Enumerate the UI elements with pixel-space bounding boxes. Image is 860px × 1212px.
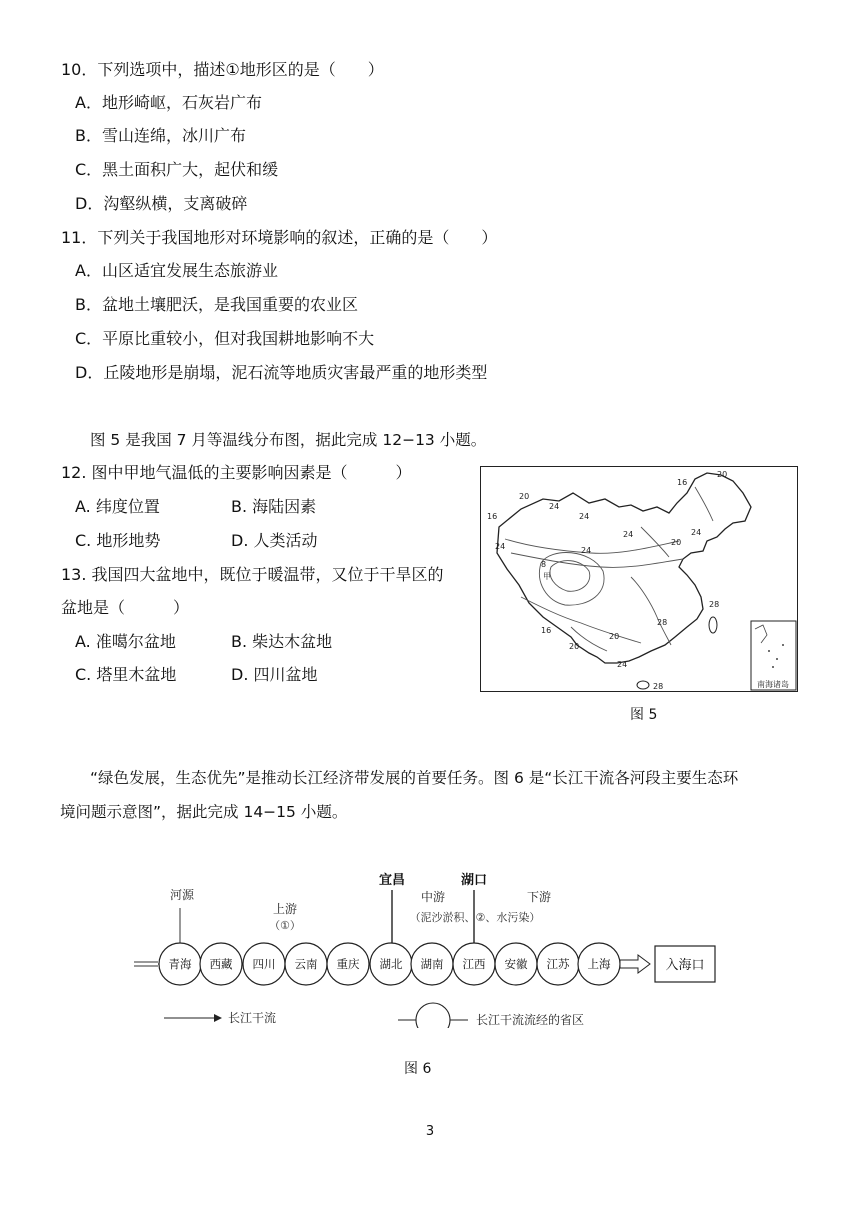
province-qinghai (159, 943, 201, 985)
midstream-note: （泥沙淤积、②、水污染） (409, 911, 541, 924)
svg-text:24: 24 (617, 660, 628, 669)
fig5-caption: 图 5 (630, 707, 658, 723)
q12-option-b: B. 海陆因素 (231, 497, 317, 516)
map-drawing (481, 467, 797, 691)
china-outline (497, 473, 751, 663)
estuary-label: 入海口 (665, 958, 705, 973)
svg-text:20: 20 (609, 632, 620, 641)
q12-option-d: D. 人类活动 (231, 531, 318, 550)
svg-text:江苏: 江苏 (546, 957, 570, 971)
q10-option-a: A．地形崎岖，石灰岩广布 (75, 93, 262, 112)
q13-option-c: C. 塔里木盆地 (75, 665, 177, 684)
svg-text:四川: 四川 (252, 957, 276, 971)
fig6-caption: 图 6 (404, 1061, 432, 1077)
svg-text:西藏: 西藏 (209, 957, 233, 971)
svg-text:8: 8 (541, 560, 547, 569)
q10-option-c: C．黑土面积广大，起伏和缓 (75, 160, 279, 179)
province-hunan (411, 943, 453, 985)
svg-text:安徽: 安徽 (504, 957, 528, 971)
svg-text:24: 24 (623, 530, 634, 539)
q11-option-d: D．丘陵地形是崩塌，泥石流等地质灾害最严重的地形类型 (75, 363, 488, 382)
source-label: 河源 (169, 888, 195, 902)
province-jiangxi (453, 943, 495, 985)
fig6-intro-line1: “绿色发展，生态优先”是推动长江经济带发展的首要任务。图 6 是“长江干流各河段主要生态环 (90, 769, 739, 787)
legend-province-circle (416, 1003, 450, 1028)
yangtze-diagram (130, 868, 730, 1028)
province-hubei (370, 943, 412, 985)
svg-text:28: 28 (653, 682, 664, 691)
marker-jia: 甲 (543, 572, 551, 581)
q11-option-c: C．平原比重较小，但对我国耕地影响不大 (75, 329, 375, 348)
legend-province-label: 长江干流流经的省区 (476, 1013, 585, 1027)
q12-option-c: C. 地形地势 (75, 531, 161, 550)
q10-stem: 10．下列选项中，描述①地形区的是（ ） (61, 60, 384, 79)
svg-text:20: 20 (519, 492, 530, 501)
svg-text:湖南: 湖南 (420, 957, 444, 971)
svg-text:20: 20 (717, 470, 728, 479)
estuary-arrow (620, 955, 650, 973)
svg-text:青海: 青海 (168, 957, 192, 971)
page-number: 3 (425, 1124, 435, 1139)
svg-text:20: 20 (671, 538, 682, 547)
q13-option-a: A. 准噶尔盆地 (75, 632, 176, 651)
province-xizang (200, 943, 242, 985)
svg-text:重庆: 重庆 (336, 957, 360, 971)
svg-text:16: 16 (541, 626, 552, 635)
q10-option-b: B．雪山连绵，冰川广布 (75, 126, 246, 145)
q11-option-b: B．盆地土壤肥沃，是我国重要的农业区 (75, 295, 358, 314)
q13-option-d: D. 四川盆地 (231, 665, 318, 684)
q12-option-a: A. 纬度位置 (75, 497, 160, 516)
q11-stem: 11．下列关于我国地形对环境影响的叙述，正确的是（ ） (61, 228, 498, 247)
upstream-note: （①） (269, 919, 301, 932)
downstream-label: 下游 (526, 890, 552, 904)
province-shanghai (578, 943, 620, 985)
svg-text:20: 20 (569, 642, 580, 651)
midstream-label: 中游 (420, 890, 446, 904)
svg-text:24: 24 (495, 542, 506, 551)
fig5-intro: 图 5 是我国 7 月等温线分布图，据此完成 12−13 小题。 (90, 431, 487, 449)
province-sichuan (243, 943, 285, 985)
province-jiangsu (537, 943, 579, 985)
svg-text:24: 24 (581, 546, 592, 555)
upstream-label: 上游 (272, 902, 298, 916)
province-anhui (495, 943, 537, 985)
inset-label: 南海诸岛 (757, 680, 789, 689)
svg-text:16: 16 (677, 478, 688, 487)
isotherm-map (480, 466, 798, 692)
svg-text:云南: 云南 (294, 957, 318, 971)
q13-option-b: B. 柴达木盆地 (231, 632, 333, 651)
svg-text:江西: 江西 (462, 957, 486, 971)
svg-text:24: 24 (549, 502, 560, 511)
q12-stem: 12. 图中甲地气温低的主要影响因素是（ ） (61, 463, 412, 482)
q11-option-a: A．山区适宜发展生态旅游业 (75, 261, 278, 280)
province-yunnan (285, 943, 327, 985)
q13-stem-line2: 盆地是（ ） (61, 598, 190, 617)
q13-stem-line1: 13. 我国四大盆地中，既位于暖温带，又位于干旱区的 (61, 565, 444, 584)
svg-text:上海: 上海 (587, 957, 611, 971)
svg-text:16: 16 (487, 512, 498, 521)
svg-text:28: 28 (709, 600, 720, 609)
legend-main-label: 长江干流 (228, 1011, 277, 1025)
province-chongqing (327, 943, 369, 985)
svg-text:24: 24 (579, 512, 590, 521)
svg-text:28: 28 (657, 618, 668, 627)
svg-text:24: 24 (691, 528, 702, 537)
q10-option-d: D．沟壑纵横，支离破碎 (75, 194, 248, 213)
yichang-label: 宜昌 (378, 873, 406, 888)
province-chain (159, 943, 620, 985)
svg-text:湖北: 湖北 (379, 957, 403, 971)
fig6-intro-line2: 境问题示意图”，据此完成 14−15 小题。 (60, 803, 348, 821)
hukou-label: 湖口 (460, 873, 488, 888)
